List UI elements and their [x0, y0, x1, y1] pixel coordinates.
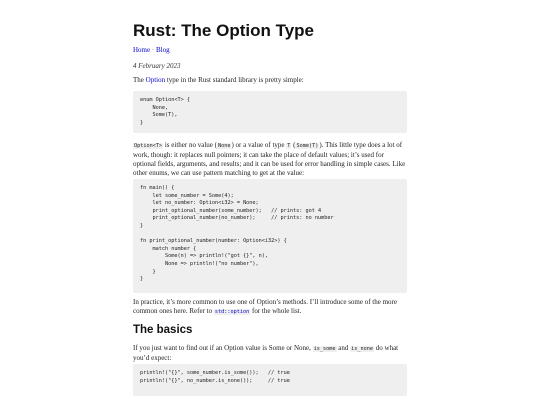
methods-paragraph [133, 298, 407, 317]
paragraph-text: is either no value ( [163, 141, 217, 149]
inline-code: None [217, 143, 231, 149]
paragraph-text: ) or a value of type [231, 141, 287, 149]
paragraph-text: If you just want to find out if an Option value is Some or None, [133, 344, 313, 352]
std-option-link[interactable] [214, 307, 250, 315]
inline-code: std::option [214, 309, 250, 315]
section-heading-basics: The basics [133, 324, 193, 336]
option-description-paragraph [133, 141, 407, 178]
inline-code: Some(T) [296, 143, 319, 149]
page-title: Rust: The Option Type [133, 21, 315, 40]
inline-code: is_some [313, 346, 336, 352]
basics-paragraph [133, 344, 407, 363]
paragraph-text: do what you’d expect: [133, 344, 399, 362]
home-link[interactable]: Home [133, 46, 151, 54]
post-date: 4 February 2023 [133, 62, 181, 70]
inline-code: is_none [351, 346, 374, 352]
paragraph-text: ). This little type does a lot of work, though: it replaces null pointers; it can take the place of default values; it’s used for optional fields, arguments, and results; and it can be used for error handling in simple cases. Like other enums, we can use pattern matching to get at the value: [133, 141, 406, 177]
intro-text-before: The [133, 76, 146, 84]
paragraph-text: and [336, 344, 351, 352]
paragraph-text: In practice, it’s more common to use one of Option’s methods. I’ll introduce some of the more common ones here. Refer to [133, 298, 397, 315]
code-block-enum: enum Option<T> { None, Some(T), } [133, 91, 407, 133]
breadcrumb-separator: · [151, 46, 155, 54]
paragraph-text: ( [291, 141, 296, 149]
paragraph-text: for the whole list. [250, 307, 302, 315]
intro-text-after: type in the Rust standard library is pretty simple: [165, 76, 304, 84]
code-block-is-some: println!("{}", some_number.is_some()); // true println!("{}", no_number.is_none()); // true [133, 364, 407, 396]
code-block-pattern-matching: fn main() { let some_number = Some(4); let no_number: Option<i32> = None; print_optional_number(some_number); // prints: got 4 print_optional_number(no_number); // prints: no number } fn print_optional_number(number: Option<i32>) { match number { Some(n) => println!("got {}", n), None => println!("no number"), } } [133, 179, 407, 293]
inline-code: Option<T> [134, 143, 163, 149]
option-doc-link[interactable]: Option [145, 76, 166, 84]
inline-code: T [287, 143, 291, 149]
blog-link[interactable]: Blog [155, 46, 170, 54]
intro-paragraph [133, 76, 407, 85]
breadcrumb [133, 46, 407, 55]
